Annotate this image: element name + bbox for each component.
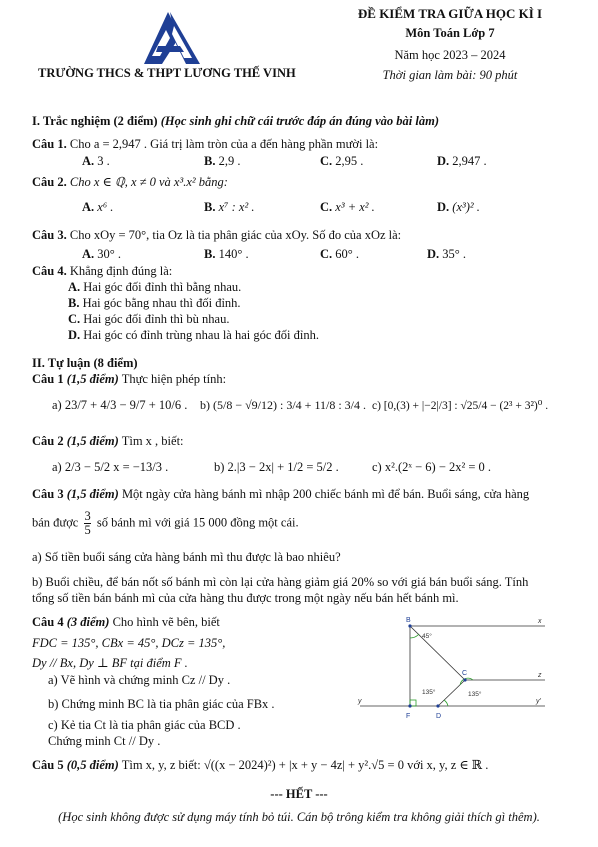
label-x: x <box>538 618 542 625</box>
c2-part-a: a) 2/3 − 5/2 x = −13/3 . <box>52 460 169 474</box>
c4-part-c1: c) Kẻ tia Ct là tia phân giác của BCD . <box>48 718 241 732</box>
arc-45 <box>410 634 419 638</box>
q3-option-a: A. 30° . <box>82 247 122 261</box>
q3-option-d: D. 35° . <box>427 247 467 261</box>
school-name: TRƯỜNG THCS & THPT LƯƠNG THẾ VINH <box>38 66 296 80</box>
part1-heading <box>32 114 439 129</box>
c2-part-b: b) 2.|3 − 2x| + 1/2 = 5/2 . <box>214 460 339 474</box>
part1-instruction: (Học sinh ghi chữ cái trước đáp án đúng vào bài làm) <box>160 114 440 128</box>
q3-option-b: B. 140° . <box>204 247 249 261</box>
q1-option-d: D. 2,947 . <box>437 154 487 168</box>
q4-text: Khẳng định đúng là: <box>69 264 173 278</box>
c3-points: (1,5 điểm) <box>66 487 119 501</box>
segment-cd <box>438 680 465 706</box>
label-c: C <box>462 670 468 677</box>
c4-points: (3 điểm) <box>66 615 110 629</box>
c3-part-b-line2: tổng số tiền bán bánh mì của cửa hàng thu được trong một ngày nếu bán hết bánh mì. <box>32 591 459 605</box>
label-f: F <box>406 713 411 720</box>
c3-text1: Một ngày cửa hàng bánh mì nhập 200 chiếc bánh mì để bán. Buổi sáng, cửa hàng <box>121 487 530 501</box>
c5-label: Câu 5 <box>32 758 64 772</box>
c2-label: Câu 2 <box>32 434 64 448</box>
c4-part-c2: Chứng minh Ct // Dy . <box>48 734 161 748</box>
q1-label: Câu 1. <box>32 137 67 151</box>
angle-45: 45° <box>422 633 432 640</box>
q1-text: Cho a = 2,947 . Giá trị làm tròn của a đến hàng phần mười là: <box>69 137 379 151</box>
c5 <box>32 757 488 773</box>
q2-option-b: B. x⁷ : x² . <box>204 200 255 214</box>
q1-option-c: C. 2,95 . <box>320 154 364 168</box>
q2-option-d: D. (x³)² . <box>437 200 480 214</box>
q4-label: Câu 4. <box>32 264 67 278</box>
q3-text: Cho xOy = 70°, tia Oz là tia phân giác của xOy. Số đo của xOz là: <box>69 228 402 242</box>
q4 <box>32 264 172 279</box>
c4-text: Cho hình vẽ bên, biết <box>112 615 220 629</box>
c3-label: Câu 3 <box>32 487 64 501</box>
c1-part-b: b) (5/8 − √9/12) : 3/4 + 11/8 : 3/4 . <box>200 398 367 412</box>
c4-label: Câu 4 <box>32 615 64 629</box>
q4-option-b: B. Hai góc bằng nhau thì đối đỉnh. <box>68 296 241 310</box>
c4-given1: FDC = 135°, CBx = 45°, DCz = 135°, <box>32 636 226 650</box>
c3-part-b-line1: b) Buổi chiều, để bán nốt số bánh mì còn lại cửa hàng giảm giá 20% so với giá bán buổi sáng. Tính <box>32 575 529 589</box>
c1-part-a: a) 23/7 + 4/3 − 9/7 + 10/6 . <box>52 398 188 412</box>
arc-135-c <box>460 678 473 685</box>
geometry-figure <box>340 612 565 724</box>
q3-option-c: C. 60° . <box>320 247 360 261</box>
c2-part-c: c) x².(2ˣ − 6) − 2x² = 0 . <box>372 460 492 474</box>
q1-option-a: A. 3 . <box>82 154 110 168</box>
c1-label: Câu 1 <box>32 372 64 386</box>
q2-label: Câu 2. <box>32 175 67 189</box>
c2-text: Tìm x , biết: <box>121 434 184 448</box>
c5-text: Tìm x, y, z biết: √((x − 2024)²) + |x + y − 4z| + y².√5 = 0 với x, y, z ∈ ℝ . <box>121 758 489 772</box>
c3-part-a: a) Số tiền buổi sáng cửa hàng bánh mì thu được là bao nhiêu? <box>32 550 341 564</box>
duration: Thời gian làm bài: 90 phút <box>382 68 518 82</box>
q2-text: Cho x ∈ ℚ, x ≠ 0 và x³.x² bằng: <box>69 175 228 189</box>
c5-points: (0,5 điểm) <box>66 758 119 772</box>
c2-points: (1,5 điểm) <box>66 434 119 448</box>
c4 <box>32 615 220 630</box>
label-y: y <box>358 698 362 705</box>
angle-135-right: 135° <box>468 691 482 698</box>
q2-option-c: C. x³ + x² . <box>320 200 375 214</box>
q1-option-b: B. 2,9 . <box>204 154 241 168</box>
c4-given2: Dy // Bx, Dy ⊥ BF tại điểm F . <box>32 656 188 670</box>
q4-option-d: D. Hai góc có đỉnh trùng nhau là hai góc đối đỉnh. <box>68 328 319 342</box>
c1-part-c: c) [0,(3) + |−2|/3] : √25/4 − (2³ + 3²)⁰ . <box>372 400 549 412</box>
label-z: z <box>538 672 542 679</box>
c1 <box>32 372 226 387</box>
segment-bc <box>410 626 468 680</box>
c4-part-b: b) Chứng minh BC là tia phân giác của FBx . <box>48 697 275 711</box>
c3 <box>32 487 529 502</box>
q4-option-c: C. Hai góc đối đỉnh thì bù nhau. <box>68 312 230 326</box>
exam-title: ĐỀ KIỂM TRA GIỮA HỌC KÌ I <box>357 6 543 21</box>
q2 <box>32 174 228 190</box>
c4-part-a: a) Vẽ hình và chứng minh Cz // Dy . <box>48 673 231 687</box>
school-year: Năm học 2023 – 2024 <box>394 48 506 62</box>
q3-label: Câu 3. <box>32 228 67 242</box>
label-d: D <box>436 713 442 720</box>
subject: Môn Toán Lớp 7 <box>405 26 495 40</box>
q3 <box>32 228 401 243</box>
c2 <box>32 434 184 449</box>
end-marker: --- HẾT --- <box>270 787 328 801</box>
label-b: B <box>406 617 411 624</box>
c1-text: Thực hiện phép tính: <box>121 372 227 386</box>
part2-title: II. Tự luận (8 điểm) <box>32 356 138 370</box>
q4-option-a: A. Hai góc đối đỉnh thì bằng nhau. <box>68 280 242 294</box>
school-logo <box>140 6 204 66</box>
q1 <box>32 137 378 152</box>
c3-line2: bán được $\frac{3}{5}$ số bánh mì với giá 15 000 đồng một cái. <box>32 509 299 537</box>
label-y-prime: y' <box>536 698 541 705</box>
part1-title: I. Trắc nghiệm (2 điểm) <box>32 114 158 128</box>
footer-note: (Học sinh không được sử dụng máy tính bỏ túi. Cán bộ trông kiểm tra không giải thích gì thêm). <box>58 810 540 824</box>
q2-option-a: A. x⁶ . <box>82 200 114 214</box>
arc-135-d <box>444 700 448 706</box>
c1-points: (1,5 điểm) <box>66 372 119 386</box>
angle-135-left: 135° <box>422 689 436 696</box>
